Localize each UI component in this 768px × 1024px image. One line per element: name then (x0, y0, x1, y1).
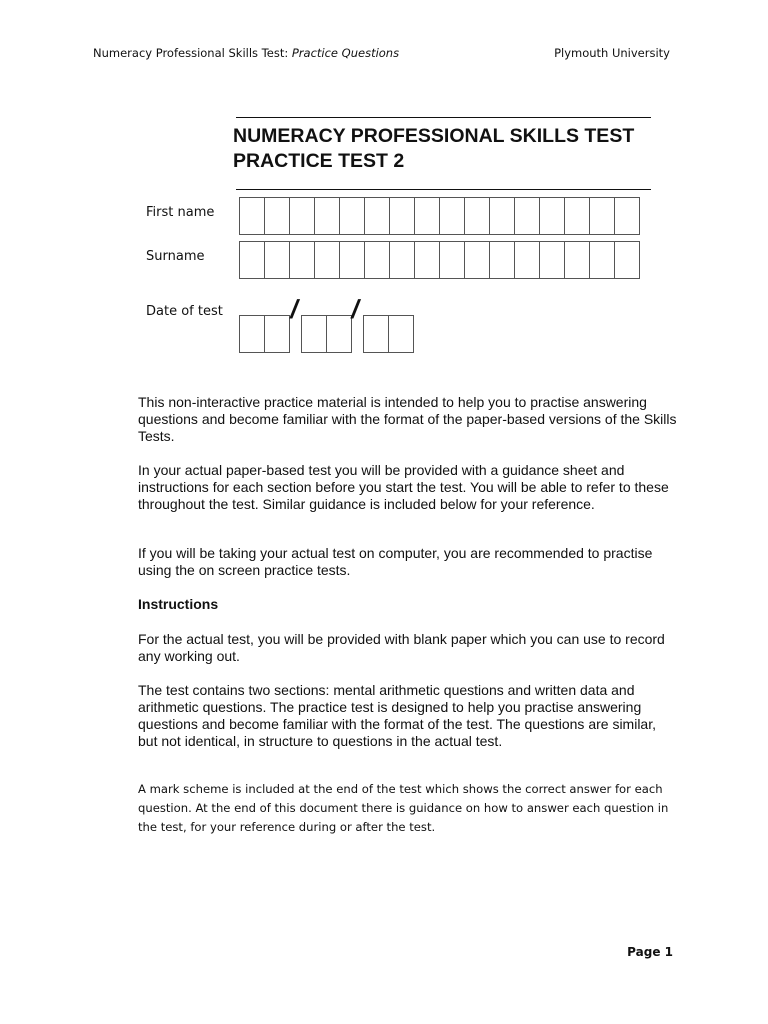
first-name-char-box[interactable] (314, 197, 340, 235)
first-name-label: First name (146, 205, 215, 220)
date-year-char-box[interactable] (363, 315, 389, 353)
date-month-char-box[interactable] (326, 315, 352, 353)
date-of-test-label: Date of test (146, 304, 223, 319)
date-month-char-box[interactable] (301, 315, 327, 353)
date-separator-1: / (287, 294, 302, 324)
page-header-right: Plymouth University (554, 46, 670, 60)
title-line-2: PRACTICE TEST 2 (233, 150, 405, 172)
first-name-char-box[interactable] (439, 197, 465, 235)
instructions-heading: Instructions (138, 596, 219, 612)
intro-paragraph: This non-interactive practice material is intended to help you to practise answering questions and become familiar with the format of the paper-based versions of the Skills Tests. (138, 394, 677, 444)
surname-char-box[interactable] (389, 241, 415, 279)
test-sections-paragraph: The test contains two sections: mental arithmetic questions and written data and arithmetic questions. The practice test is designed to help you practise answering questions and become familiar with the format of the test. The questions are similar, but not identical, in structure to questions in the actual test. (138, 682, 656, 749)
surname-char-box[interactable] (614, 241, 640, 279)
first-name-char-box[interactable] (514, 197, 540, 235)
surname-char-box[interactable] (239, 241, 265, 279)
first-name-char-box[interactable] (464, 197, 490, 235)
surname-char-box[interactable] (289, 241, 315, 279)
first-name-char-box[interactable] (239, 197, 265, 235)
surname-char-box[interactable] (489, 241, 515, 279)
surname-label: Surname (146, 249, 205, 264)
surname-char-box[interactable] (514, 241, 540, 279)
first-name-char-box[interactable] (364, 197, 390, 235)
title-line-1: NUMERACY PROFESSIONAL SKILLS TEST (233, 125, 635, 147)
first-name-char-box[interactable] (564, 197, 590, 235)
first-name-char-box[interactable] (489, 197, 515, 235)
surname-char-box[interactable] (314, 241, 340, 279)
surname-char-box[interactable] (439, 241, 465, 279)
date-day-char-box[interactable] (239, 315, 265, 353)
first-name-char-box[interactable] (614, 197, 640, 235)
first-name-char-box[interactable] (264, 197, 290, 235)
surname-boxes[interactable] (239, 241, 639, 279)
first-name-char-box[interactable] (339, 197, 365, 235)
surname-char-box[interactable] (264, 241, 290, 279)
date-day-boxes[interactable] (239, 315, 289, 353)
document-title (233, 124, 683, 174)
date-separator-2: / (348, 294, 363, 324)
surname-char-box[interactable] (339, 241, 365, 279)
page-number: Page 1 (627, 945, 673, 959)
surname-char-box[interactable] (414, 241, 440, 279)
guidance-paragraph: In your actual paper-based test you will be provided with a guidance sheet and instructions for each section before you start the test. You will be able to refer to these throughout the test. Similar guidance is included below for your reference. (138, 462, 669, 512)
title-rule-bottom (236, 189, 651, 190)
surname-char-box[interactable] (564, 241, 590, 279)
first-name-char-box[interactable] (389, 197, 415, 235)
date-month-boxes[interactable] (301, 315, 351, 353)
first-name-char-box[interactable] (289, 197, 315, 235)
first-name-char-box[interactable] (414, 197, 440, 235)
first-name-char-box[interactable] (539, 197, 565, 235)
header-doc-subtitle: Practice Questions (291, 46, 400, 60)
surname-char-box[interactable] (539, 241, 565, 279)
computer-test-paragraph: If you will be taking your actual test on computer, you are recommended to practise using the on screen practice tests. (138, 545, 653, 578)
surname-char-box[interactable] (364, 241, 390, 279)
date-day-char-box[interactable] (264, 315, 290, 353)
surname-char-box[interactable] (589, 241, 615, 279)
page-header-left (93, 46, 399, 60)
header-doc-title: Numeracy Professional Skills Test: (93, 46, 289, 60)
first-name-char-box[interactable] (589, 197, 615, 235)
title-rule-top (236, 117, 651, 118)
first-name-boxes[interactable] (239, 197, 639, 235)
mark-scheme-paragraph: A mark scheme is included at the end of the test which shows the correct answer for each question. At the end of this document there is guidance on how to answer each question in the test, for your reference during or after the test. (138, 782, 669, 834)
date-year-char-box[interactable] (388, 315, 414, 353)
blank-paper-paragraph: For the actual test, you will be provided with blank paper which you can use to record any working out. (138, 631, 665, 664)
surname-char-box[interactable] (464, 241, 490, 279)
date-year-boxes[interactable] (363, 315, 413, 353)
